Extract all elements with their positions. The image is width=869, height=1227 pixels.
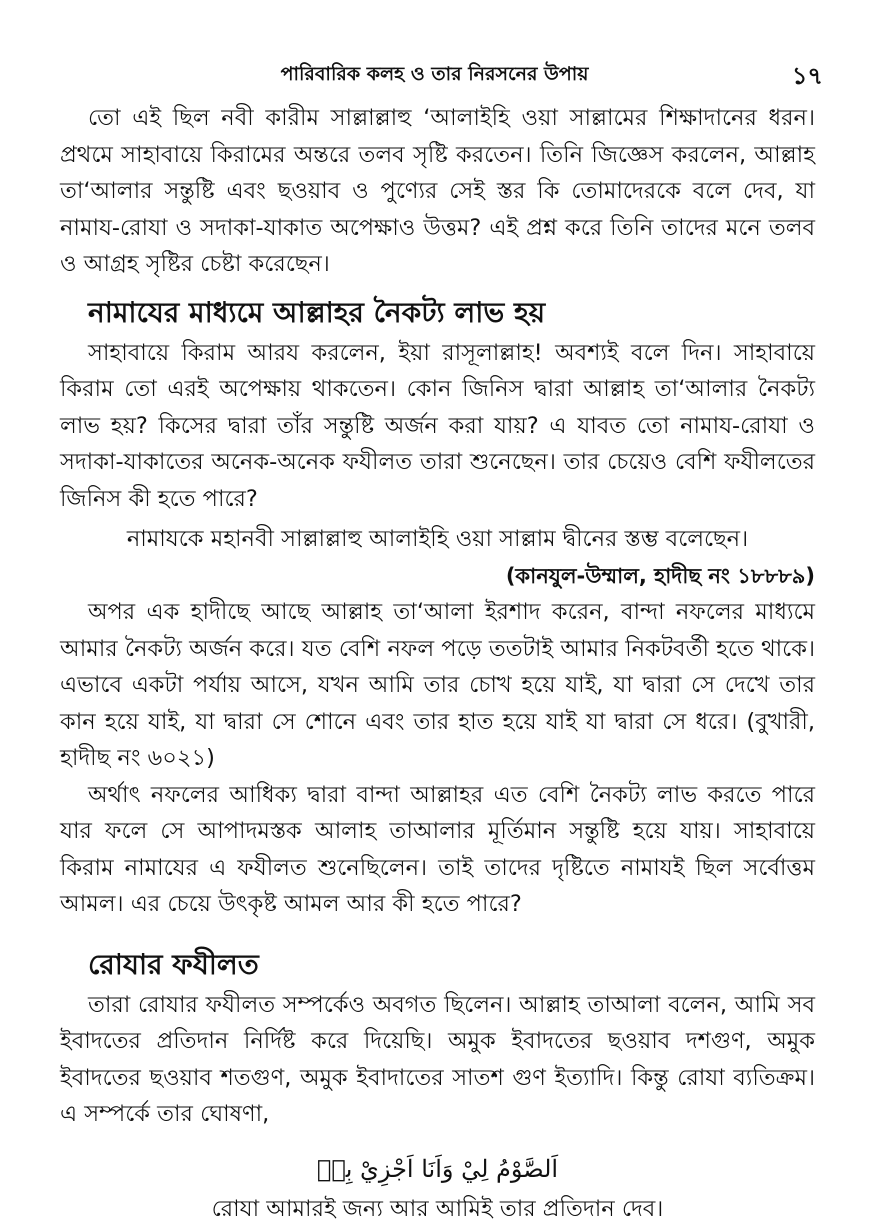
paragraph-5: অর্থাৎ নফলের আধিক্য দ্বারা বান্দা আল্লাহর এত বেশি নৈকট্য লাভ করতে পারে যার ফলে সে আপাদমস্তক আলাহ তাআলার মূর্তিমান সন্তুষ্টি হয়ে যায়। সাহাবায়ে কিরাম নামাযের এ ফযীলত শুনেছিলেন। তাই তাদের দৃষ্টিতে নামাযই ছিল সর্বোত্তম আমল। এর চেয়ে উৎকৃষ্ট আমল আর কী হতে পারে? xyxy=(60,777,815,923)
paragraph-3: নামাযকে মহানবী সাল্লাল্লাহু আলাইহি ওয়া সাল্লাম দ্বীনের স্তম্ভ বলেছেন। xyxy=(60,521,815,558)
section-heading-fasting: রোযার ফযীলত xyxy=(88,945,815,985)
paragraph-2: সাহাবায়ে কিরাম আরয করলেন, ইয়া রাসূলাল্লাহ! অবশ্যই বলে দিন। সাহাবায়ে কিরাম তো এরই অপেক্ষায় থাকতেন। কোন জিনিস দ্বারা আল্লাহ তা‘আলার নৈকট্য লাভ হয়? কিসের দ্বারা তাঁর সন্তুষ্টি অর্জন করা যায়? এ যাবত তো নামায-রোযা ও সদাকা-যাকাতের অনেক-অনেক ফযীলত তারা শুনেছেন। তার চেয়েও বেশি ফযীলতের জিনিস কী হতে পারে? xyxy=(60,335,815,518)
citation-kanzul-ummal: (কানযুল-উম্মাল, হাদীছ নং ১৮৮৮৯) xyxy=(60,558,815,595)
paragraph-6: তারা রোযার ফযীলত সম্পর্কেও অবগত ছিলেন। আল্লাহ তাআলা বলেন, আমি সব ইবাদতের প্রতিদান নির্দিষ্ট করে দিয়েছি। অমুক ইবাদতের ছওয়াব দশগুণ, অমুক ইবাদতের ছওয়াব শতগুণ, অমুক ইবাদাতের সাতশ গুণ ইত্যাদি। কিন্তু রোযা ব্যতিক্রম। এ সম্পর্কে তার ঘোষণা, xyxy=(60,987,815,1133)
paragraph-1: তো এই ছিল নবী কারীম সাল্লাল্লাহু ‘আলাইহি ওয়া সাল্লামের শিক্ষাদানের ধরন। প্রথমে সাহাবায়ে কিরামের অন্তরে তলব সৃষ্টি করতেন। তিনি জিজ্ঞেস করলেন, আল্লাহ তা‘আলার সন্তুষ্টি এবং ছওয়াব ও পুণ্যের সেই স্তর কি তোমাদেরকে বলে দেব, যা নামায-রোযা ও সদাকা-যাকাত অপেক্ষাও উত্তম? এই প্রশ্ন করে তিনি তাদের মনে তলব ও আগ্রহ সৃষ্টির চেষ্টা করেছেন। xyxy=(60,100,815,283)
arabic-hadith-quote: اَلصَّوْمُ لِيْ وَاَنَا اَجْزِيْ بِهٖ xyxy=(60,1147,815,1191)
paragraph-4: অপর এক হাদীছে আছে আল্লাহ তা‘আলা ইরশাদ করেন, বান্দা নফলের মাধ্যমে আমার নৈকট্য অর্জন করে। যত বেশি নফল পড়ে ততটাই আমার নিকটবর্তী হতে থাকে। এভাবে একটা পর্যায় আসে, যখন আমি তার চোখ হয়ে যাই, যা দ্বারা সে দেখে তার কান হয়ে যাই, যা দ্বারা সে শোনে এবং তার হাত হয়ে যাই যা দ্বারা সে ধরে। (বুখারী, হাদীছ নং ৬০২১) xyxy=(60,594,815,777)
page-number: ১৭ xyxy=(792,58,823,98)
running-title: পারিবারিক কলহ ও তার নিরসনের উপায় xyxy=(0,60,869,92)
quote-translation: রোযা আমারই জন্য আর আমিই তার প্রতিদান দেব। xyxy=(60,1191,815,1227)
page-body xyxy=(60,100,815,1227)
section-heading-prayer: নামাযের মাধ্যমে আল্লাহর নৈকট্য লাভ হয় xyxy=(88,293,815,333)
